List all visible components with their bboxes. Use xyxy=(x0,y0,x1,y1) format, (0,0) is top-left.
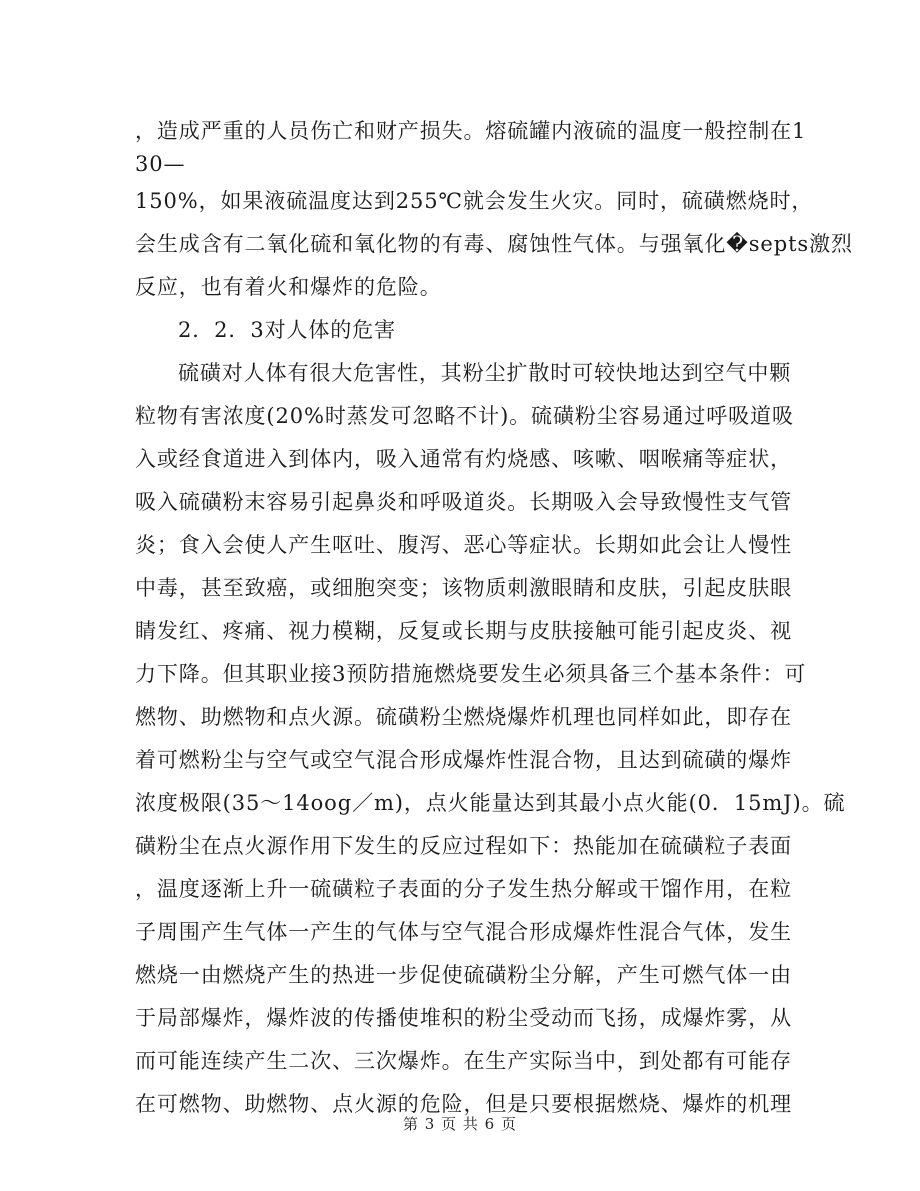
text-line: 150%，如果液硫温度达到255℃就会发生火灾。同时，硫磺燃烧时， xyxy=(135,189,814,213)
text-line: 在可燃物、助燃物、点火源的危险，但是只要根据燃烧、爆炸的机理 xyxy=(135,1092,792,1116)
text-line: 于局部爆炸，爆炸波的传播使堆积的粉尘受动而飞扬，成爆炸雾，从 xyxy=(135,1006,792,1030)
text-line: 而可能连续产生二次、三次爆炸。在生产实际当中，到处都有可能存 xyxy=(135,1049,792,1073)
text-line: 睛发红、疼痛、视力模糊，反复或长期与皮肤接触可能引起皮炎、视 xyxy=(135,619,792,643)
section-heading: 2．2．3对人体的危害 xyxy=(178,318,396,342)
text-line: 粒物有害浓度(20%时蒸发可忽略不计)。硫磺粉尘容易通过呼吸道吸 xyxy=(135,404,794,428)
text-line: 磺粉尘在点火源作用下发生的反应过程如下：热能加在硫磺粒子表面 xyxy=(135,834,792,858)
text-line: 燃烧一由燃烧产生的热进一步促使硫磺粉尘分解，产生可燃气体一由 xyxy=(135,963,792,987)
text-line: ，温度逐渐上升一硫磺粒子表面的分子发生热分解或干馏作用，在粒 xyxy=(135,877,792,901)
text-line: 着可燃粉尘与空气或空气混合形成爆炸性混合物，且达到硫磺的爆炸 xyxy=(135,748,792,772)
text-line: ，造成严重的人员伤亡和财产损失。熔硫罐内液硫的温度一般控制在1 xyxy=(135,119,807,143)
text-line: 会生成含有二氧化硫和氧化物的有毒、腐蚀性气体。与强氧化�septs激烈 xyxy=(135,232,853,256)
page-number-footer: 第 3 页 共 6 页 xyxy=(403,1115,517,1133)
text-line: 反应，也有着火和爆炸的危险。 xyxy=(135,275,442,299)
text-line: 炎；食入会使人产生呕吐、腹泻、恶心等症状。长期如此会让人慢性 xyxy=(135,533,792,557)
text-line: 入或经食道进入到体内，吸入通常有灼烧感、咳嗽、咽喉痛等症状， xyxy=(135,447,792,471)
text-line: 30— xyxy=(135,152,186,176)
text-line: 力下降。但其职业接3预防措施燃烧要发生必须具备三个基本条件：可 xyxy=(135,662,807,686)
text-line: 燃物、助燃物和点火源。硫磺粉尘燃烧爆炸机理也同样如此，即存在 xyxy=(135,705,792,729)
text-line: 吸入硫磺粉末容易引起鼻炎和呼吸道炎。长期吸入会导致慢性支气管 xyxy=(135,490,792,514)
text-line: 浓度极限(35～14oog／m)，点火能量达到其最小点火能(0．15mJ)。硫 xyxy=(135,791,846,815)
text-line: 子周围产生气体一产生的气体与空气混合形成爆炸性混合气体，发生 xyxy=(135,920,792,944)
text-line: 中毒，甚至致癌，或细胞突变；该物质刺激眼睛和皮肤，引起皮肤眼 xyxy=(135,576,792,600)
paragraph-first-line: 硫磺对人体有很大危害性，其粉尘扩散时可较快地达到空气中颗 xyxy=(178,361,792,385)
